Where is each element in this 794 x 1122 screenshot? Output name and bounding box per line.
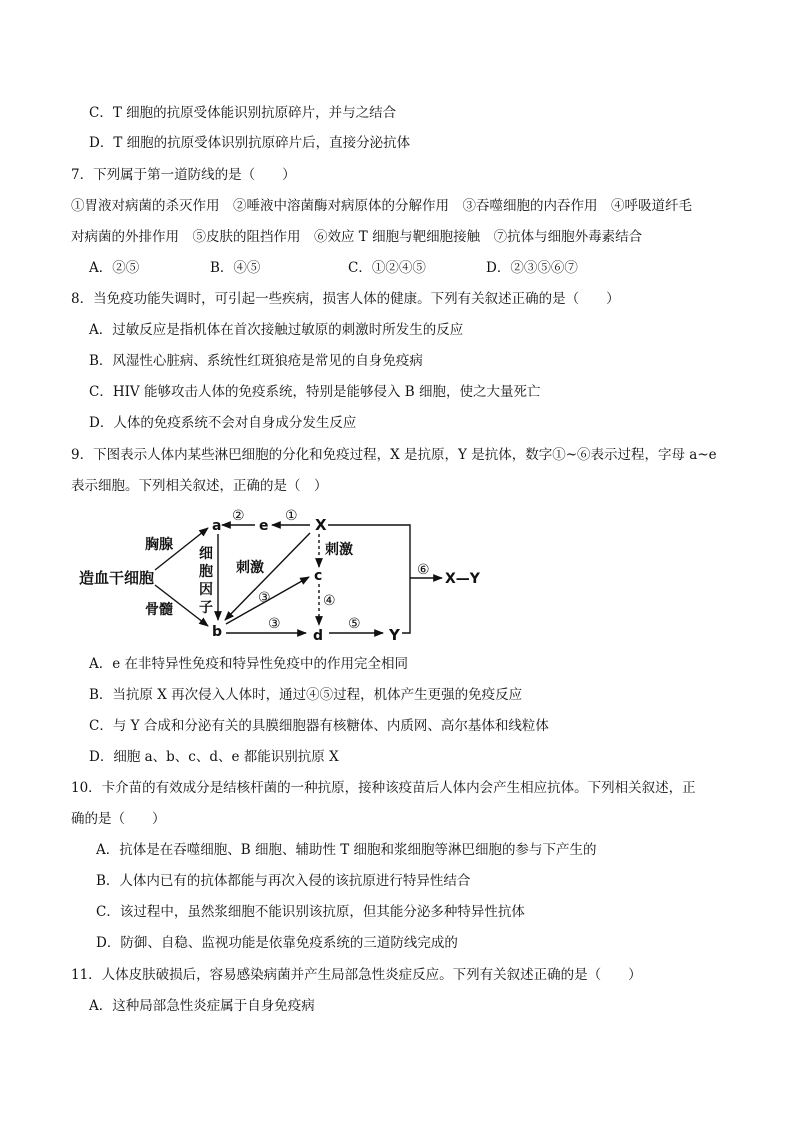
q8-option-a: A．过敏反应是指机体在首次接触过敏原的刺激时所发生的反应	[89, 322, 464, 338]
process-3-upper: ③	[258, 590, 271, 606]
q9-option-d: D．细胞 a、b、c、d、e 都能识别抗原 X	[89, 749, 339, 765]
q8-stem: 8．当免疫功能失调时，可引起一些疾病，损害人体的健康。下列有关叙述正确的是（ ）	[71, 291, 620, 307]
cytokine-char-3: 因	[199, 582, 213, 598]
process-4: ④	[323, 593, 336, 609]
q10-option-b: B．人体内已有的抗体都能与再次入侵的该抗原进行特异性结合	[96, 873, 471, 889]
process-2: ②	[232, 508, 245, 524]
q9-stem-line2: 表示细胞。下列相关叙述，正确的是（ ）	[71, 478, 328, 494]
marrow-label: 骨髓	[145, 602, 173, 618]
process-5: ⑤	[348, 616, 361, 632]
cell-c: c	[314, 568, 323, 584]
q10-stem-line2: 确的是（ ）	[71, 811, 166, 827]
antigen-x: X	[315, 516, 327, 534]
process-3-lower: ③	[268, 616, 281, 632]
q10-option-d: D．防御、自稳、监视功能是依靠免疫系统的三道防线完成的	[96, 935, 458, 951]
q7-items-line2: 对病菌的外排作用 ⑤皮肤的阻挡作用 ⑥效应 T 细胞与靶细胞接触 ⑦抗体与细胞外毒素结合	[71, 229, 643, 245]
q9-option-b: B．当抗原 X 再次侵入人体时，通过④⑤过程，机体产生更强的免疫反应	[89, 687, 523, 703]
cell-b: b	[212, 624, 223, 640]
stimulus-label-1: 刺激	[236, 560, 264, 576]
q7-items-line1: ①胃液对病菌的杀灭作用 ②唾液中溶菌酶对病原体的分解作用 ③吞噬细胞的内吞作用 ④呼吸道纤毛	[71, 198, 692, 214]
q7-option-a: A．②⑤	[89, 260, 140, 276]
process-1: ①	[285, 508, 298, 524]
cytokine-char-1: 细	[199, 546, 213, 562]
cell-d: d	[313, 628, 324, 644]
q9-option-c: C．与 Y 合成和分泌有关的具膜细胞器有核糖体、内质网、高尔基体和线粒体	[89, 718, 549, 734]
q7-stem: 7．下列属于第一道防线的是（ ）	[71, 167, 296, 183]
q7-option-d: D．②③⑤⑥⑦	[486, 260, 578, 276]
cell-a: a	[212, 518, 222, 534]
cell-e: e	[259, 518, 269, 534]
stimulus-label-2: 刺激	[325, 542, 353, 558]
cytokine-char-4: 子	[199, 600, 213, 616]
q9-option-a: A．e 在非特异性免疫和特异性免疫中的作用完全相同	[89, 656, 409, 672]
q8-option-c: C．HIV 能够攻击人体的免疫系统，特别是能够侵入 B 细胞，使之大量死亡	[89, 384, 541, 400]
q6-option-c: C．T 细胞的抗原受体能识别抗原碎片，并与之结合	[89, 105, 397, 121]
q8-option-d: D．人体的免疫系统不会对自身成分发生反应	[89, 415, 357, 431]
q8-option-b: B．风湿性心脏病、系统性红斑狼疮是常见的自身免疫病	[89, 353, 423, 369]
q7-option-c: C．①②④⑤	[348, 260, 426, 276]
q11-option-a: A．这种局部急性炎症属于自身免疫病	[89, 998, 315, 1014]
antibody-y: Y	[389, 626, 400, 644]
q6-option-d: D．T 细胞的抗原受体识别抗原碎片后，直接分泌抗体	[89, 135, 411, 151]
q10-stem-line1: 10．卡介苗的有效成分是结核杆菌的一种抗原，接种该疫苗后人体内会产生相应抗体。下列相关叙述，正	[71, 780, 696, 796]
q11-stem: 11．人体皮肤破损后，容易感染病菌并产生局部急性炎症反应。下列有关叙述正确的是（ ）	[71, 967, 642, 983]
q10-option-a: A．抗体是在吞噬细胞、B 细胞、辅助性 T 细胞和浆细胞等淋巴细胞的参与下产生的	[96, 842, 597, 858]
arrow-x-to-b	[225, 533, 310, 620]
stem-cell-label: 造血干细胞	[79, 569, 155, 587]
q9-stem-line1: 9．下图表示人体内某些淋巴细胞的分化和免疫过程，X 是抗原，Y 是抗体，数字①~⑥表示过程，字母 a~e	[71, 447, 717, 463]
thymus-label: 胸腺	[145, 537, 173, 553]
cytokine-char-2: 胞	[199, 564, 213, 580]
xy-complex-label: X—Y	[445, 571, 480, 587]
q7-option-b: B．④⑤	[210, 260, 261, 276]
process-6: ⑥	[417, 562, 430, 578]
q10-option-c: C．该过程中，虽然浆细胞不能识别该抗原，但其能分泌多种特异性抗体	[96, 904, 525, 920]
